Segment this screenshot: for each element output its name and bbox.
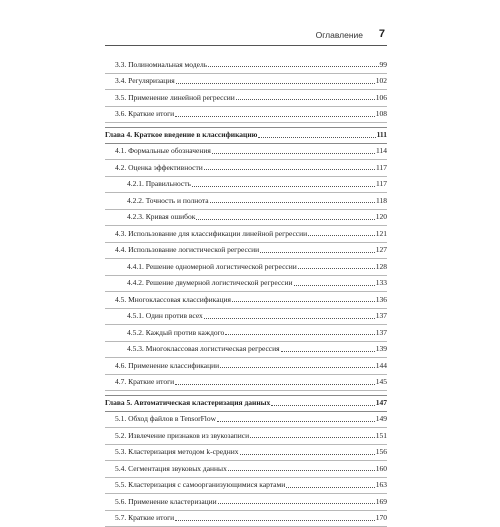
- toc-leader-dots: [232, 301, 375, 302]
- toc-entry-title: 4.5. Многоклассовая классификация: [115, 292, 231, 309]
- toc-entry-title: 4.2.1. Правильность: [127, 176, 191, 193]
- toc-entry[interactable]: [105, 160, 387, 177]
- toc-entry-title: 4.7. Краткие итоги: [115, 374, 174, 391]
- toc-entry-title: 3.4. Регуляризация: [115, 73, 175, 90]
- toc-entry-title: 4.6. Применение классификации: [115, 358, 219, 375]
- toc-entry-page: 108: [376, 106, 387, 123]
- toc-entry-title: 3.5. Применение линейной регрессии: [115, 90, 235, 107]
- toc-entry-title: 4.1. Формальные обозначения: [115, 143, 211, 160]
- toc-entry[interactable]: [105, 292, 387, 309]
- toc-entry-title: 5.3. Кластеризация методом k-средних: [115, 444, 239, 461]
- toc-leader-dots: [176, 83, 375, 84]
- toc-entry-title: 4.5.1. Один против всех: [127, 308, 203, 325]
- toc-entry[interactable]: [105, 375, 387, 392]
- toc-leader-dots: [212, 153, 375, 154]
- toc-entry-title: 4.4. Использование логистической регрессии: [115, 242, 259, 259]
- toc-entry[interactable]: [105, 412, 387, 429]
- toc-leader-dots: [286, 487, 374, 488]
- toc-entry[interactable]: [105, 428, 387, 445]
- toc-entry-page: 117: [376, 160, 387, 177]
- toc-entry[interactable]: [105, 226, 387, 243]
- toc-entry-title: 4.2. Оценка эффективности: [115, 160, 203, 177]
- toc-leader-dots: [208, 66, 378, 67]
- toc-entry-title: 4.4.1. Решение одномерной логистической регрессии: [127, 259, 297, 276]
- toc-entry-title: 3.6. Краткие итоги: [115, 106, 174, 123]
- toc-entry-page: 137: [376, 325, 387, 342]
- toc-entry-page: 111: [377, 127, 387, 144]
- toc-leader-dots: [240, 454, 375, 455]
- toc-entry-page: 118: [376, 193, 387, 210]
- toc-entry[interactable]: [105, 144, 387, 161]
- toc-leader-dots: [228, 470, 375, 471]
- toc-entry-page: 160: [376, 461, 387, 478]
- toc-entry-title: 4.2.3. Кривая ошибок: [127, 209, 195, 226]
- toc-entry[interactable]: [105, 494, 387, 511]
- toc-entry[interactable]: [105, 358, 387, 375]
- toc-entry[interactable]: [105, 107, 387, 124]
- toc-entry[interactable]: [105, 90, 387, 107]
- toc-leader-dots: [175, 520, 375, 521]
- toc-entry-page: 156: [376, 444, 387, 461]
- toc-entry-title: 4.4.2. Решение двумерной логистической регрессии: [127, 275, 293, 292]
- toc-leader-dots: [258, 137, 375, 138]
- toc-entry-page: 149: [376, 411, 387, 428]
- toc-entry[interactable]: [105, 276, 387, 293]
- toc-entry-page: 127: [376, 242, 387, 259]
- toc-leader-dots: [196, 219, 374, 220]
- toc-leader-dots: [192, 186, 375, 187]
- toc-entry[interactable]: [105, 210, 387, 227]
- toc-entry-page: 133: [376, 275, 387, 292]
- toc-entry-page: 151: [376, 428, 387, 445]
- toc-entry-page: 139: [376, 341, 387, 358]
- toc-leader-dots: [217, 421, 375, 422]
- toc-leader-dots: [294, 285, 375, 286]
- toc-leader-dots: [260, 252, 375, 253]
- toc-entry-page: 170: [376, 510, 387, 527]
- page-number: 7: [379, 28, 385, 40]
- toc-leader-dots: [308, 235, 375, 236]
- toc-leader-dots: [281, 351, 375, 352]
- toc-entry-page: 121: [376, 226, 387, 243]
- toc-chapter-entry[interactable]: [105, 127, 387, 144]
- toc-entry-page: 136: [376, 292, 387, 309]
- running-header: [105, 28, 387, 42]
- toc-entry-page: 128: [376, 259, 387, 276]
- toc-entry-page: 144: [376, 358, 387, 375]
- toc-leader-dots: [218, 503, 375, 504]
- toc-entry[interactable]: [105, 193, 387, 210]
- table-of-contents: [105, 57, 387, 527]
- toc-leader-dots: [236, 99, 375, 100]
- toc-entry[interactable]: [105, 342, 387, 359]
- toc-leader-dots: [250, 437, 375, 438]
- toc-leader-dots: [204, 169, 375, 170]
- toc-entry-title: 3.3. Полиномиальная модель: [115, 57, 207, 74]
- toc-entry[interactable]: [105, 309, 387, 326]
- toc-entry-title: 4.3. Использование для классификации линейной регрессии: [115, 226, 307, 243]
- toc-chapter-entry[interactable]: [105, 395, 387, 412]
- toc-entry-title: 5.4. Сегментация звуковых данных: [115, 461, 227, 478]
- toc-entry-title: Глава 4. Краткое введение в классификацию: [105, 127, 257, 144]
- toc-entry-page: 99: [380, 57, 388, 74]
- toc-entry-title: 5.7. Краткие итоги: [115, 510, 174, 527]
- toc-entry[interactable]: [105, 259, 387, 276]
- toc-entry-title: 4.5.2. Каждый против каждого: [127, 325, 224, 342]
- toc-entry-title: 5.6. Применение кластеризации: [115, 494, 217, 511]
- toc-entry[interactable]: [105, 243, 387, 260]
- toc-leader-dots: [271, 405, 374, 406]
- toc-entry-title: 4.5.3. Многоклассовая логистическая регрессия: [127, 341, 280, 358]
- toc-leader-dots: [175, 384, 375, 385]
- toc-entry[interactable]: [105, 57, 387, 74]
- toc-entry-title: 4.2.2. Точность и полнота: [127, 193, 209, 210]
- toc-entry-title: Глава 5. Автоматическая кластеризация данных: [105, 395, 270, 412]
- toc-entry-page: 117: [376, 176, 387, 193]
- running-header-title: Оглавление: [316, 30, 363, 40]
- toc-leader-dots: [210, 202, 375, 203]
- header-rule: [105, 45, 387, 46]
- toc-entry-page: 137: [376, 308, 387, 325]
- toc-entry-page: 120: [376, 209, 387, 226]
- toc-entry[interactable]: [105, 177, 387, 194]
- toc-entry-page: 102: [376, 73, 387, 90]
- toc-entry-page: 145: [376, 374, 387, 391]
- toc-entry-page: 114: [376, 143, 387, 160]
- toc-entry-page: 169: [376, 494, 387, 511]
- toc-entry[interactable]: [105, 461, 387, 478]
- toc-entry-page: 163: [376, 477, 387, 494]
- toc-leader-dots: [225, 334, 374, 335]
- toc-entry-title: 5.5. Кластеризация с самоорганизующимися картами: [115, 477, 285, 494]
- toc-leader-dots: [204, 318, 375, 319]
- toc-entry-title: 5.2. Извлечение признаков из звукозаписи: [115, 428, 249, 445]
- toc-leader-dots: [220, 367, 375, 368]
- toc-entry-page: 147: [376, 395, 387, 412]
- toc-leader-dots: [298, 268, 375, 269]
- toc-entry-page: 106: [376, 90, 387, 107]
- toc-entry[interactable]: [105, 478, 387, 495]
- toc-entry-title: 5.1. Обход файлов в TensorFlow: [115, 411, 216, 428]
- toc-entry[interactable]: [105, 511, 387, 527]
- toc-entry[interactable]: [105, 325, 387, 342]
- toc-entry[interactable]: [105, 74, 387, 91]
- toc-leader-dots: [175, 116, 375, 117]
- toc-entry[interactable]: [105, 445, 387, 462]
